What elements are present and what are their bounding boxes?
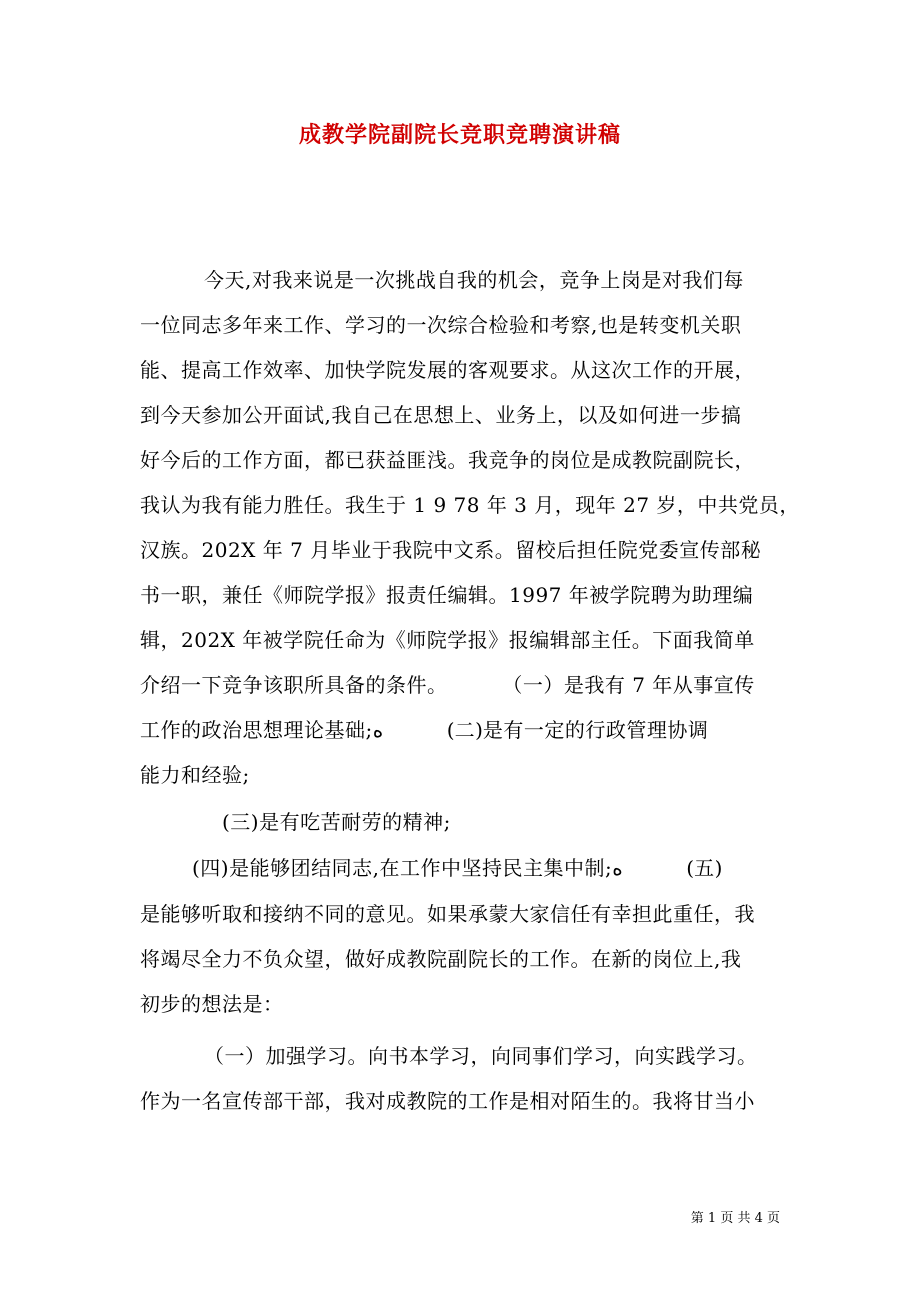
paragraph-line: 介绍一下竞争该职所具备的条件。 （一）是我有 7 年从事宣传 — [140, 673, 755, 697]
paragraph-line: 辑，202X 年被学院任命为《师院学报》报编辑部主任。下面我简单 — [140, 628, 755, 652]
paragraph-line: 能力和经验; — [140, 763, 250, 787]
paragraph-line: 书一职，兼任《师院学报》报责任编辑。1997 年被学院聘为助理编 — [140, 583, 754, 607]
paragraph-line: 能、提高工作效率、加快学院发展的客观要求。从这次工作的开展， — [140, 358, 755, 382]
paragraph-line: 将竭尽全力不负众望，做好成教院副院长的工作。在新的岗位上,我 — [140, 947, 742, 971]
paragraph-line: 到今天参加公开面试,我自己在思想上、业务上，以及如何进一步搞 — [140, 403, 742, 427]
paragraph-line: 好今后的工作方面，都已获益匪浅。我竞争的岗位是成教院副院长， — [140, 448, 755, 472]
paragraph-line: 工作的政治思想理论基础;ﻩ (二)是有一定的行政管理协调 — [140, 718, 709, 742]
paragraph-line: 是能够听取和接纳不同的意见。如果承蒙大家信任有幸担此重任，我 — [140, 902, 755, 926]
paragraph-line: 初步的想法是： — [140, 992, 284, 1016]
paragraph-line: 汉族。202X 年 7 月毕业于我院中文系。留校后担任院党委宣传部秘 — [140, 538, 762, 562]
paragraph-line: (三)是有吃苦耐劳的精神; — [222, 810, 451, 834]
document-title: 成教学院副院长竞职竞聘演讲稿 — [298, 122, 621, 148]
paragraph-line: （一）加强学习。向书本学习，向同事们学习，向实践学习。 — [204, 1044, 758, 1068]
paragraph-line: 一位同志多年来工作、学习的一次综合检验和考察,也是转变机关职 — [140, 313, 742, 337]
paragraph-line: 我认为我有能力胜任。我生于 1 9 78 年 3 月，现年 27 岁，中共党员， — [140, 493, 800, 517]
paragraph-line: 今天,对我来说是一次挑战自我的机会，竞争上岗是对我们每 — [204, 268, 744, 292]
paragraph-line: (四)是能够团结同志,在工作中坚持民主集中制;ﻩ (五) — [192, 856, 723, 880]
page-number-footer: 第 1 页 共 4 页 — [690, 1211, 780, 1226]
paragraph-line: 作为一名宣传部干部，我对成教院的工作是相对陌生的。我将甘当小 — [140, 1089, 755, 1113]
